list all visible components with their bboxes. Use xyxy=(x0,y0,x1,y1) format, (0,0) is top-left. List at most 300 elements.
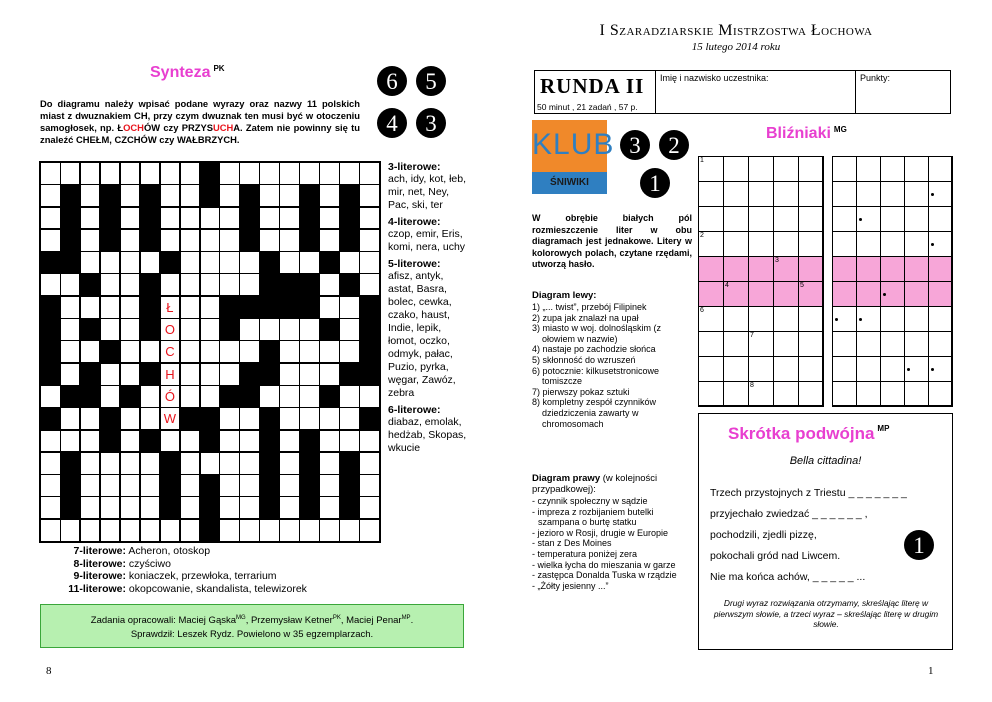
grid-black-cell xyxy=(140,430,161,453)
grid-cell[interactable]: Ł xyxy=(160,296,181,319)
grid-cell[interactable] xyxy=(319,363,340,386)
grid-cell[interactable] xyxy=(160,184,181,207)
grid-black-cell xyxy=(160,251,181,274)
grid-cell[interactable] xyxy=(60,407,81,430)
bliz-cell-number: 1 xyxy=(700,157,704,164)
grid-cell[interactable] xyxy=(180,430,201,453)
grid-cell[interactable] xyxy=(40,184,61,207)
poem-line: pochodzili, zjedli pizzę, xyxy=(710,529,817,541)
grid-cell[interactable] xyxy=(60,162,81,185)
grid-cell[interactable] xyxy=(319,296,340,319)
word-group-5: 5-literowe: afisz, antyk, astat, Basra, bolec, cewka, czako, haust, Indie, lepik, łomot, oczko, odmyk, pałac, Puzio, pyrka, węgar, Zawóz, zebra xyxy=(388,258,456,399)
grid-cell[interactable] xyxy=(200,452,221,475)
grid-cell[interactable] xyxy=(100,519,121,542)
grid-cell[interactable] xyxy=(339,251,360,274)
grid-cell[interactable] xyxy=(219,407,240,430)
grid-cell[interactable] xyxy=(200,318,221,341)
grid-black-cell xyxy=(80,318,101,341)
bliz-cell-number: 7 xyxy=(750,332,754,339)
logo-text-top: KLUB xyxy=(532,128,615,161)
grid-cell[interactable]: W xyxy=(160,407,181,430)
grid-cell[interactable] xyxy=(259,385,280,408)
grid-cell[interactable] xyxy=(319,340,340,363)
grid-cell[interactable] xyxy=(339,519,360,542)
grid-cell[interactable] xyxy=(120,496,141,519)
grid-cell[interactable] xyxy=(180,162,201,185)
blizniaki-grid-left[interactable] xyxy=(698,156,823,406)
grid-cell[interactable] xyxy=(299,363,320,386)
grid-cell[interactable] xyxy=(219,207,240,230)
header-date: 15 lutego 2014 roku xyxy=(691,41,781,53)
grid-cell[interactable] xyxy=(319,474,340,497)
clue-item: 2) zupa jak znalazł na upał xyxy=(532,312,639,323)
grid-cell[interactable] xyxy=(180,519,201,542)
grid-black-cell xyxy=(140,296,161,319)
grid-cell[interactable] xyxy=(80,407,101,430)
grid-cell[interactable]: H xyxy=(160,363,181,386)
grid-cell[interactable] xyxy=(140,519,161,542)
grid-cell[interactable] xyxy=(120,363,141,386)
grid-cell[interactable] xyxy=(359,184,380,207)
grid-cell[interactable] xyxy=(219,430,240,453)
grid-cell[interactable] xyxy=(60,363,81,386)
grid-cell[interactable] xyxy=(299,318,320,341)
grid-cell[interactable] xyxy=(219,162,240,185)
grid-cell[interactable] xyxy=(180,340,201,363)
grid-cell[interactable] xyxy=(319,407,340,430)
grid-cell[interactable] xyxy=(339,162,360,185)
round-info: 50 minut , 21 zadań , 57 p. xyxy=(537,102,638,112)
grid-cell[interactable] xyxy=(60,296,81,319)
grid-cell[interactable] xyxy=(120,207,141,230)
grid-black-cell xyxy=(40,340,61,363)
grid-cell[interactable] xyxy=(219,452,240,475)
grid-black-cell xyxy=(339,273,360,296)
grid-cell[interactable] xyxy=(180,184,201,207)
grid-cell[interactable] xyxy=(80,184,101,207)
grid-cell[interactable] xyxy=(299,340,320,363)
grid-cell[interactable] xyxy=(100,318,121,341)
grid-cell[interactable] xyxy=(319,184,340,207)
grid-black-cell xyxy=(140,273,161,296)
grid-cell[interactable] xyxy=(160,162,181,185)
grid-cell[interactable] xyxy=(219,229,240,252)
grid-cell[interactable] xyxy=(180,251,201,274)
grid-cell[interactable] xyxy=(40,430,61,453)
grid-cell[interactable] xyxy=(259,207,280,230)
grid-cell[interactable] xyxy=(319,162,340,185)
difficulty-circle-1: 1 xyxy=(640,168,670,198)
grid-cell[interactable] xyxy=(339,430,360,453)
grid-cell[interactable] xyxy=(140,407,161,430)
grid-black-cell xyxy=(80,363,101,386)
grid-cell[interactable] xyxy=(299,385,320,408)
difficulty-circle-3: 3 xyxy=(416,108,446,138)
long-word-row: 7-literowe: Acheron, otoskop xyxy=(73,545,211,557)
grid-black-cell xyxy=(299,296,320,319)
grid-cell[interactable] xyxy=(40,229,61,252)
grid-cell[interactable] xyxy=(80,296,101,319)
grid-cell[interactable] xyxy=(40,162,61,185)
grid-cell[interactable] xyxy=(259,162,280,185)
right-page xyxy=(496,0,992,702)
grid-cell[interactable] xyxy=(180,273,201,296)
grid-cell[interactable] xyxy=(180,229,201,252)
grid-cell[interactable] xyxy=(60,340,81,363)
grid-cell[interactable] xyxy=(180,474,201,497)
poem-line: pokochali gród nad Liwcem. xyxy=(710,550,841,562)
grid-cell[interactable] xyxy=(219,363,240,386)
grid-cell[interactable] xyxy=(279,318,300,341)
grid-black-cell xyxy=(40,296,61,319)
grid-cell[interactable] xyxy=(120,251,141,274)
grid-cell[interactable] xyxy=(339,385,360,408)
word-group-4: 4-literowe: czop, emir, Eris, komi, nera, uchy xyxy=(388,216,466,253)
difficulty-circle-2: 2 xyxy=(659,130,689,160)
grid-black-cell xyxy=(100,207,121,230)
grid-cell[interactable] xyxy=(80,251,101,274)
grid-cell[interactable] xyxy=(319,452,340,475)
grid-cell[interactable] xyxy=(239,519,260,542)
grid-cell[interactable] xyxy=(279,496,300,519)
grid-black-cell xyxy=(359,340,380,363)
clue-item: - wielka łycha do mieszania w garze xyxy=(532,559,676,570)
blizniaki-intro: W obrębie białych pól rozmieszczenie liter w obu diagramach jest jednakowe. Litery w kolorowych polach, czytane rzędami, utworzą hasło. xyxy=(532,213,692,269)
grid-cell[interactable] xyxy=(160,430,181,453)
grid-cell[interactable] xyxy=(339,340,360,363)
grid-cell[interactable] xyxy=(100,385,121,408)
grid-cell[interactable] xyxy=(80,229,101,252)
grid-cell[interactable] xyxy=(359,452,380,475)
clue-item: - impreza z rozbijaniem butelki szampana o burtę statku xyxy=(532,506,654,528)
grid-cell[interactable] xyxy=(279,207,300,230)
grid-cell[interactable] xyxy=(140,251,161,274)
long-word-row: 8-literowe: czyściwo xyxy=(73,557,171,570)
clue-item: 5) skłonność do wzruszeń xyxy=(532,354,636,365)
grid-cell[interactable] xyxy=(200,385,221,408)
grid-cell[interactable] xyxy=(319,229,340,252)
grid-cell[interactable] xyxy=(100,363,121,386)
grid-black-cell xyxy=(200,430,221,453)
grid-cell[interactable] xyxy=(359,496,380,519)
grid-cell[interactable] xyxy=(319,496,340,519)
grid-cell[interactable] xyxy=(359,474,380,497)
grid-black-cell xyxy=(219,318,240,341)
grid-cell[interactable] xyxy=(359,519,380,542)
grid-black-cell xyxy=(80,385,101,408)
grid-cell[interactable] xyxy=(180,296,201,319)
grid-black-cell xyxy=(200,496,221,519)
grid-cell[interactable] xyxy=(219,340,240,363)
clue-item: 6) potocznie: kilkusetstronicowe tomiszcze xyxy=(532,365,660,387)
grid-cell[interactable] xyxy=(120,430,141,453)
grid-cell[interactable] xyxy=(80,474,101,497)
grid-cell[interactable] xyxy=(100,251,121,274)
long-word-list xyxy=(40,545,307,595)
grid-cell[interactable] xyxy=(140,452,161,475)
grid-cell[interactable] xyxy=(279,251,300,274)
grid-black-cell xyxy=(140,184,161,207)
grid-cell[interactable] xyxy=(239,407,260,430)
synteza-crossword-grid[interactable] xyxy=(39,161,381,543)
grid-black-cell xyxy=(259,430,280,453)
grid-black-cell xyxy=(339,363,360,386)
grid-cell[interactable] xyxy=(319,430,340,453)
grid-cell[interactable] xyxy=(120,407,141,430)
grid-cell[interactable] xyxy=(239,340,260,363)
clue-item: - czynnik społeczny w sądzie xyxy=(532,496,648,506)
logo-text-bottom: ŚNIWIKI xyxy=(550,177,589,188)
grid-black-cell xyxy=(299,207,320,230)
grid-cell[interactable] xyxy=(239,273,260,296)
grid-cell[interactable] xyxy=(120,184,141,207)
grid-cell[interactable] xyxy=(180,207,201,230)
grid-cell[interactable] xyxy=(180,318,201,341)
grid-cell[interactable] xyxy=(219,273,240,296)
grid-cell[interactable] xyxy=(359,229,380,252)
bliz-cell-number: 3 xyxy=(775,257,779,264)
clue-item: - zastępca Donalda Tuska w rządzie xyxy=(532,570,677,581)
grid-cell[interactable] xyxy=(60,273,81,296)
grid-cell[interactable] xyxy=(120,318,141,341)
grid-cell[interactable] xyxy=(80,496,101,519)
grid-cell[interactable] xyxy=(279,363,300,386)
grid-cell[interactable] xyxy=(100,162,121,185)
grid-black-cell xyxy=(299,229,320,252)
grid-cell[interactable] xyxy=(279,162,300,185)
round-label: RUNDA II xyxy=(540,74,645,98)
clues-right-diagram: Diagram prawy (w kolejności przypadkowej): - czynnik społeczny w sądzie - impreza z rozbijaniem butelki szampana o burtę statku - jezioro w Rosji, drugie w Europie - stan z Des Moines - temperatura poniżej zera - wielka łycha do mieszania w garze - zastępca Donalda Tuska w rządzie - „Żółty jesienny ...” xyxy=(532,473,692,591)
clue-item: - jezioro w Rosji, drugie w Europie xyxy=(532,527,669,538)
clue-item: 8) kompletny zespół czynników dziedziczenia zawarty w chromosomach xyxy=(532,397,657,429)
grid-cell[interactable] xyxy=(80,452,101,475)
grid-black-cell xyxy=(339,229,360,252)
grid-cell[interactable] xyxy=(319,273,340,296)
grid-cell[interactable] xyxy=(239,496,260,519)
grid-cell[interactable] xyxy=(140,496,161,519)
poem-line: Trzech przystojnych z Triestu _ _ _ _ _ _ _ xyxy=(710,487,907,499)
long-word-row: 11-literowe: okopcowanie, skandalista, telewizorek xyxy=(68,582,307,595)
grid-cell[interactable] xyxy=(259,229,280,252)
grid-cell[interactable] xyxy=(200,207,221,230)
grid-cell[interactable] xyxy=(219,474,240,497)
grid-cell[interactable] xyxy=(120,519,141,542)
grid-black-cell xyxy=(219,296,240,319)
blizniaki-grid-right[interactable] xyxy=(832,156,952,406)
grid-black-cell xyxy=(160,452,181,475)
grid-cell[interactable] xyxy=(359,430,380,453)
grid-cell[interactable] xyxy=(140,340,161,363)
grid-cell[interactable] xyxy=(239,251,260,274)
grid-cell[interactable] xyxy=(100,474,121,497)
grid-cell[interactable] xyxy=(259,184,280,207)
grid-black-cell xyxy=(359,318,380,341)
grid-cell[interactable] xyxy=(279,430,300,453)
grid-cell[interactable] xyxy=(359,207,380,230)
grid-cell[interactable] xyxy=(180,452,201,475)
grid-cell[interactable] xyxy=(120,296,141,319)
grid-cell[interactable] xyxy=(319,519,340,542)
grid-cell[interactable] xyxy=(359,251,380,274)
grid-cell[interactable] xyxy=(279,340,300,363)
grid-cell[interactable] xyxy=(100,496,121,519)
grid-cell[interactable] xyxy=(359,162,380,185)
grid-cell[interactable] xyxy=(140,162,161,185)
grid-cell[interactable] xyxy=(40,496,61,519)
grid-cell[interactable] xyxy=(80,430,101,453)
grid-cell[interactable] xyxy=(160,207,181,230)
grid-cell[interactable] xyxy=(80,162,101,185)
grid-cell[interactable] xyxy=(100,273,121,296)
grid-cell[interactable] xyxy=(200,229,221,252)
grid-cell[interactable] xyxy=(120,474,141,497)
grid-black-cell xyxy=(339,207,360,230)
grid-cell[interactable] xyxy=(200,363,221,386)
grid-cell[interactable] xyxy=(359,273,380,296)
grid-cell[interactable] xyxy=(40,273,61,296)
grid-cell[interactable] xyxy=(299,519,320,542)
skrotka-subtitle: Bella cittadina! xyxy=(789,455,862,467)
grid-cell[interactable] xyxy=(40,519,61,542)
grid-cell[interactable] xyxy=(200,340,221,363)
blizniaki-title: Bliźniaki $^{MG}$ xyxy=(766,125,847,142)
grid-black-cell xyxy=(359,407,380,430)
grid-cell[interactable] xyxy=(319,207,340,230)
grid-black-cell xyxy=(299,452,320,475)
grid-cell[interactable] xyxy=(219,184,240,207)
grid-cell[interactable] xyxy=(60,318,81,341)
grid-cell[interactable] xyxy=(239,474,260,497)
grid-cell[interactable] xyxy=(80,340,101,363)
grid-black-cell xyxy=(140,318,161,341)
grid-black-cell xyxy=(140,229,161,252)
grid-cell[interactable] xyxy=(339,318,360,341)
grid-cell[interactable] xyxy=(40,452,61,475)
grid-cell[interactable]: O xyxy=(160,318,181,341)
grid-cell[interactable] xyxy=(160,519,181,542)
grid-black-cell xyxy=(239,184,260,207)
grid-cell[interactable]: Ó xyxy=(160,385,181,408)
synteza-intro: Do diagramu należy wpisać podane wyrazy oraz nazwy 11 polskich miast z dwuznakiem CH, przy czym dwuznak ten musi być w otoczeniu samogłosek, np. ŁOCHÓW czy PRZYSUCHA. Zatem nie powinny się tu znaleźć CHEŁM, CZCHÓW czy WAŁBRZYCH. xyxy=(40,98,360,145)
grid-cell[interactable] xyxy=(200,273,221,296)
grid-black-cell xyxy=(319,318,340,341)
grid-cell[interactable] xyxy=(80,207,101,230)
grid-black-cell xyxy=(259,496,280,519)
grid-black-cell xyxy=(259,452,280,475)
grid-black-cell xyxy=(60,496,81,519)
grid-cell[interactable] xyxy=(219,251,240,274)
grid-cell[interactable] xyxy=(60,519,81,542)
grid-black-cell xyxy=(299,496,320,519)
grid-cell[interactable] xyxy=(279,519,300,542)
grid-cell[interactable] xyxy=(259,519,280,542)
grid-cell[interactable] xyxy=(279,385,300,408)
grid-cell[interactable] xyxy=(279,452,300,475)
grid-cell[interactable] xyxy=(200,251,221,274)
grid-black-cell xyxy=(259,273,280,296)
grid-black-cell xyxy=(319,251,340,274)
grid-cell[interactable] xyxy=(299,407,320,430)
grid-cell[interactable] xyxy=(40,207,61,230)
grid-cell[interactable] xyxy=(140,474,161,497)
grid-cell[interactable] xyxy=(120,452,141,475)
grid-cell[interactable] xyxy=(259,318,280,341)
difficulty-circle-3: 3 xyxy=(620,130,650,160)
grid-cell[interactable] xyxy=(299,251,320,274)
grid-cell[interactable] xyxy=(239,318,260,341)
grid-black-cell xyxy=(40,318,61,341)
grid-black-cell xyxy=(60,184,81,207)
grid-cell[interactable] xyxy=(120,162,141,185)
grid-cell[interactable] xyxy=(279,474,300,497)
clue-item: 4) nastaje po zachodzie słońca xyxy=(532,344,656,355)
grid-black-cell xyxy=(359,296,380,319)
grid-black-cell xyxy=(200,407,221,430)
grid-black-cell xyxy=(100,407,121,430)
grid-cell[interactable] xyxy=(160,273,181,296)
grid-cell[interactable] xyxy=(339,407,360,430)
points-field-label: Punkty: xyxy=(860,73,891,83)
grid-black-cell xyxy=(239,229,260,252)
skrotka-note: Drugi wyraz rozwiązania otrzymamy, skreślając literę w pierwszym słowie, a trzeci wyraz – skreślając literę w drugim słowie. xyxy=(713,598,939,629)
grid-cell[interactable] xyxy=(100,296,121,319)
grid-cell[interactable] xyxy=(100,452,121,475)
page-number-right: 1 xyxy=(928,665,934,677)
grid-black-cell xyxy=(60,452,81,475)
grid-cell[interactable] xyxy=(160,229,181,252)
grid-cell[interactable] xyxy=(120,229,141,252)
grid-black-cell xyxy=(60,385,81,408)
grid-cell[interactable] xyxy=(200,296,221,319)
grid-cell[interactable] xyxy=(40,385,61,408)
grid-cell[interactable] xyxy=(239,162,260,185)
grid-black-cell xyxy=(259,251,280,274)
grid-cell[interactable] xyxy=(279,229,300,252)
grid-cell[interactable] xyxy=(299,162,320,185)
grid-cell[interactable] xyxy=(359,385,380,408)
grid-cell[interactable] xyxy=(180,496,201,519)
grid-cell[interactable]: C xyxy=(160,340,181,363)
page-number-left: 8 xyxy=(46,665,52,677)
long-word-row: 9-literowe: koniaczek, przewłoka, terrarium xyxy=(73,570,277,582)
grid-black-cell xyxy=(299,184,320,207)
grid-cell[interactable] xyxy=(339,296,360,319)
grid-black-cell xyxy=(299,474,320,497)
grid-cell[interactable] xyxy=(60,430,81,453)
grid-cell[interactable] xyxy=(140,385,161,408)
grid-cell[interactable] xyxy=(40,474,61,497)
grid-cell[interactable] xyxy=(120,340,141,363)
bliz-cell-number: 8 xyxy=(750,382,754,389)
klub-logo xyxy=(532,120,615,194)
grid-cell[interactable] xyxy=(279,407,300,430)
grid-cell[interactable] xyxy=(239,430,260,453)
grid-cell[interactable] xyxy=(219,519,240,542)
grid-cell[interactable] xyxy=(180,363,201,386)
difficulty-circle-4: 4 xyxy=(377,108,407,138)
grid-cell[interactable] xyxy=(239,452,260,475)
grid-black-cell xyxy=(359,363,380,386)
grid-black-cell xyxy=(180,407,201,430)
credits-line-checker: Sprawdził: Leszek Rydz. Powielono w 35 egzemplarzach. xyxy=(130,629,374,641)
grid-cell[interactable] xyxy=(180,385,201,408)
grid-black-cell xyxy=(259,340,280,363)
grid-cell[interactable] xyxy=(120,273,141,296)
grid-cell[interactable] xyxy=(279,184,300,207)
grid-cell[interactable] xyxy=(219,496,240,519)
grid-cell[interactable] xyxy=(80,519,101,542)
bliz-cell-number: 5 xyxy=(800,282,804,289)
